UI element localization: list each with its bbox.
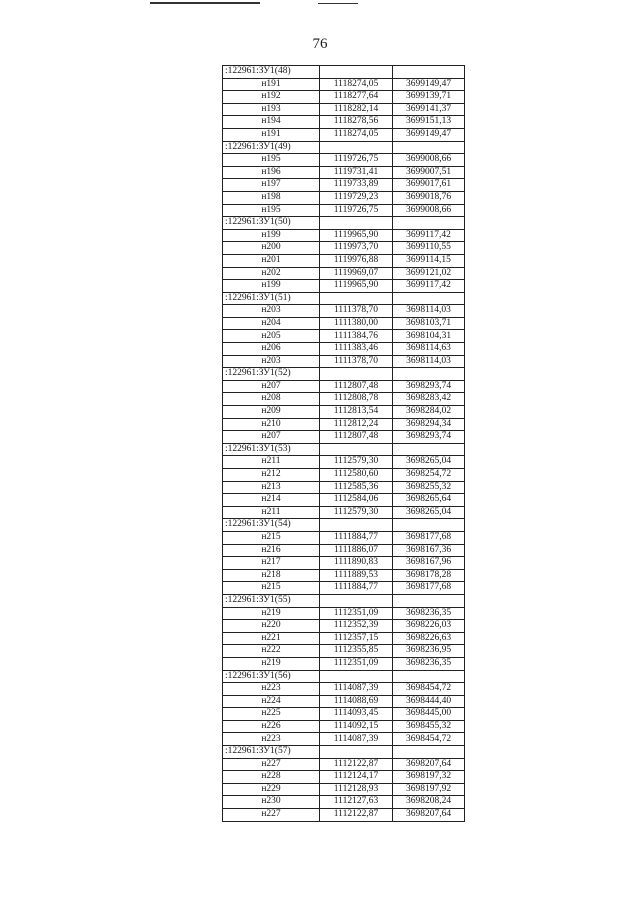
point-label: н223 — [223, 683, 320, 696]
y-coordinate: 3698114,03 — [393, 305, 465, 318]
table-row — [223, 695, 465, 708]
y-coordinate: 3698283,42 — [393, 393, 465, 406]
parcel-header-row — [223, 519, 465, 532]
table-row — [223, 380, 465, 393]
y-coordinate: 3698454,72 — [393, 733, 465, 746]
table-row — [223, 191, 465, 204]
y-coordinate: 3699114,15 — [393, 254, 465, 267]
x-coordinate: 1111884,77 — [320, 531, 393, 544]
point-label: н196 — [223, 166, 320, 179]
table-row — [223, 796, 465, 809]
x-coordinate: 1114093,45 — [320, 708, 393, 721]
y-coordinate: 3698167,96 — [393, 557, 465, 570]
x-coordinate: 1112807,48 — [320, 431, 393, 444]
point-label: н192 — [223, 91, 320, 104]
table-row — [223, 582, 465, 595]
y-coordinate: 3698455,32 — [393, 720, 465, 733]
point-label: н216 — [223, 544, 320, 557]
point-label: н195 — [223, 154, 320, 167]
empty-cell — [393, 670, 465, 683]
point-label: н191 — [223, 128, 320, 141]
empty-cell — [320, 519, 393, 532]
y-coordinate: 3699110,55 — [393, 242, 465, 255]
y-coordinate: 3698236,95 — [393, 645, 465, 658]
table-row — [223, 343, 465, 356]
y-coordinate: 3698197,32 — [393, 771, 465, 784]
x-coordinate: 1111383,46 — [320, 343, 393, 356]
point-label: н211 — [223, 506, 320, 519]
empty-cell — [393, 368, 465, 381]
point-label: н201 — [223, 254, 320, 267]
point-label: н200 — [223, 242, 320, 255]
x-coordinate: 1119729,23 — [320, 191, 393, 204]
parcel-header-row — [223, 594, 465, 607]
x-coordinate: 1111890,83 — [320, 557, 393, 570]
table-row — [223, 103, 465, 116]
x-coordinate: 1112351,09 — [320, 607, 393, 620]
table-row — [223, 406, 465, 419]
y-coordinate: 3698444,40 — [393, 695, 465, 708]
x-coordinate: 1112579,30 — [320, 506, 393, 519]
x-coordinate: 1114088,69 — [320, 695, 393, 708]
x-coordinate: 1114087,39 — [320, 683, 393, 696]
x-coordinate: 1112808,78 — [320, 393, 393, 406]
point-label: н225 — [223, 708, 320, 721]
y-coordinate: 3698293,74 — [393, 380, 465, 393]
coordinates-table — [222, 65, 465, 822]
y-coordinate: 3698104,31 — [393, 330, 465, 343]
parcel-id: :122961:ЗУ1(52) — [223, 368, 320, 381]
point-label: н210 — [223, 418, 320, 431]
empty-cell — [320, 141, 393, 154]
y-coordinate: 3698167,36 — [393, 544, 465, 557]
x-coordinate: 1119969,07 — [320, 267, 393, 280]
y-coordinate: 3699121,02 — [393, 267, 465, 280]
y-coordinate: 3698254,72 — [393, 469, 465, 482]
y-coordinate: 3699141,37 — [393, 103, 465, 116]
table-row — [223, 418, 465, 431]
empty-cell — [320, 368, 393, 381]
empty-cell — [393, 141, 465, 154]
point-label: н203 — [223, 305, 320, 318]
point-label: н218 — [223, 569, 320, 582]
point-label: н203 — [223, 355, 320, 368]
x-coordinate: 1112128,93 — [320, 783, 393, 796]
scan-mark-top-right — [318, 3, 358, 4]
point-label: н226 — [223, 720, 320, 733]
point-label: н194 — [223, 116, 320, 129]
point-label: н209 — [223, 406, 320, 419]
y-coordinate: 3698265,04 — [393, 456, 465, 469]
table-row — [223, 393, 465, 406]
point-label: н228 — [223, 771, 320, 784]
point-label: н198 — [223, 191, 320, 204]
point-label: н193 — [223, 103, 320, 116]
table-row — [223, 469, 465, 482]
y-coordinate: 3698236,35 — [393, 657, 465, 670]
x-coordinate: 1118278,56 — [320, 116, 393, 129]
table-row — [223, 809, 465, 822]
point-label: н219 — [223, 657, 320, 670]
table-row — [223, 506, 465, 519]
table-row — [223, 758, 465, 771]
table-row — [223, 456, 465, 469]
x-coordinate: 1111378,70 — [320, 305, 393, 318]
point-label: н221 — [223, 632, 320, 645]
table-row — [223, 116, 465, 129]
point-label: н199 — [223, 229, 320, 242]
point-label: н208 — [223, 393, 320, 406]
empty-cell — [320, 670, 393, 683]
empty-cell — [393, 519, 465, 532]
table-row — [223, 355, 465, 368]
empty-cell — [393, 217, 465, 230]
y-coordinate: 3699007,51 — [393, 166, 465, 179]
point-label: н220 — [223, 620, 320, 633]
table-row — [223, 267, 465, 280]
parcel-header-row — [223, 670, 465, 683]
x-coordinate: 1111886,07 — [320, 544, 393, 557]
table-row — [223, 620, 465, 633]
table-row — [223, 242, 465, 255]
parcel-id: :122961:ЗУ1(50) — [223, 217, 320, 230]
table-row — [223, 544, 465, 557]
x-coordinate: 1119733,89 — [320, 179, 393, 192]
y-coordinate: 3698103,71 — [393, 317, 465, 330]
x-coordinate: 1118282,14 — [320, 103, 393, 116]
point-label: н219 — [223, 607, 320, 620]
table-row — [223, 557, 465, 570]
point-label: н224 — [223, 695, 320, 708]
y-coordinate: 3698226,63 — [393, 632, 465, 645]
empty-cell — [320, 594, 393, 607]
y-coordinate: 3698178,28 — [393, 569, 465, 582]
table-row — [223, 569, 465, 582]
x-coordinate: 1111889,53 — [320, 569, 393, 582]
parcel-id: :122961:ЗУ1(48) — [223, 66, 320, 79]
x-coordinate: 1112585,36 — [320, 481, 393, 494]
point-label: н223 — [223, 733, 320, 746]
y-coordinate: 3698197,92 — [393, 783, 465, 796]
point-label: н202 — [223, 267, 320, 280]
y-coordinate: 3698255,32 — [393, 481, 465, 494]
table-row — [223, 78, 465, 91]
point-label: н206 — [223, 343, 320, 356]
x-coordinate: 1111380,00 — [320, 317, 393, 330]
table-row — [223, 91, 465, 104]
parcel-id: :122961:ЗУ1(56) — [223, 670, 320, 683]
point-label: н227 — [223, 809, 320, 822]
parcel-header-row — [223, 746, 465, 759]
y-coordinate: 3698177,68 — [393, 582, 465, 595]
x-coordinate: 1112357,15 — [320, 632, 393, 645]
empty-cell — [393, 594, 465, 607]
table-row — [223, 607, 465, 620]
y-coordinate: 3699018,76 — [393, 191, 465, 204]
y-coordinate: 3698454,72 — [393, 683, 465, 696]
table-row — [223, 657, 465, 670]
table-row — [223, 683, 465, 696]
point-label: н213 — [223, 481, 320, 494]
point-label: н215 — [223, 531, 320, 544]
y-coordinate: 3699117,42 — [393, 280, 465, 293]
empty-cell — [393, 292, 465, 305]
parcel-id: :122961:ЗУ1(57) — [223, 746, 320, 759]
y-coordinate: 3699008,66 — [393, 154, 465, 167]
y-coordinate: 3698294,34 — [393, 418, 465, 431]
table-row — [223, 783, 465, 796]
table-row — [223, 494, 465, 507]
empty-cell — [393, 66, 465, 79]
y-coordinate: 3698445,00 — [393, 708, 465, 721]
table-row — [223, 733, 465, 746]
empty-cell — [320, 66, 393, 79]
point-label: н199 — [223, 280, 320, 293]
x-coordinate: 1112122,87 — [320, 758, 393, 771]
table-row — [223, 254, 465, 267]
point-label: н222 — [223, 645, 320, 658]
x-coordinate: 1119976,88 — [320, 254, 393, 267]
parcel-header-row — [223, 66, 465, 79]
x-coordinate: 1112579,30 — [320, 456, 393, 469]
y-coordinate: 3698114,03 — [393, 355, 465, 368]
x-coordinate: 1114092,15 — [320, 720, 393, 733]
table-row — [223, 166, 465, 179]
point-label: н191 — [223, 78, 320, 91]
parcel-id: :122961:ЗУ1(51) — [223, 292, 320, 305]
x-coordinate: 1112351,09 — [320, 657, 393, 670]
y-coordinate: 3699149,47 — [393, 78, 465, 91]
x-coordinate: 1112355,85 — [320, 645, 393, 658]
x-coordinate: 1119973,70 — [320, 242, 393, 255]
parcel-id: :122961:ЗУ1(55) — [223, 594, 320, 607]
x-coordinate: 1119965,90 — [320, 229, 393, 242]
table-row — [223, 330, 465, 343]
y-coordinate: 3699017,61 — [393, 179, 465, 192]
x-coordinate: 1112352,39 — [320, 620, 393, 633]
point-label: н215 — [223, 582, 320, 595]
x-coordinate: 1111384,76 — [320, 330, 393, 343]
table-row — [223, 280, 465, 293]
x-coordinate: 1119726,75 — [320, 204, 393, 217]
table-row — [223, 204, 465, 217]
empty-cell — [320, 746, 393, 759]
table-row — [223, 720, 465, 733]
x-coordinate: 1112124,17 — [320, 771, 393, 784]
y-coordinate: 3698265,04 — [393, 506, 465, 519]
table-row — [223, 771, 465, 784]
parcel-id: :122961:ЗУ1(49) — [223, 141, 320, 154]
point-label: н214 — [223, 494, 320, 507]
table-row — [223, 431, 465, 444]
table-row — [223, 317, 465, 330]
point-label: н230 — [223, 796, 320, 809]
parcel-header-row — [223, 217, 465, 230]
point-label: н207 — [223, 431, 320, 444]
x-coordinate: 1118277,64 — [320, 91, 393, 104]
point-label: н195 — [223, 204, 320, 217]
y-coordinate: 3699151,13 — [393, 116, 465, 129]
x-coordinate: 1119726,75 — [320, 154, 393, 167]
y-coordinate: 3698236,35 — [393, 607, 465, 620]
x-coordinate: 1112813,54 — [320, 406, 393, 419]
point-label: н212 — [223, 469, 320, 482]
empty-cell — [393, 443, 465, 456]
parcel-id: :122961:ЗУ1(53) — [223, 443, 320, 456]
table-row — [223, 481, 465, 494]
y-coordinate: 3698293,74 — [393, 431, 465, 444]
y-coordinate: 3699117,42 — [393, 229, 465, 242]
table-row — [223, 632, 465, 645]
y-coordinate: 3699139,71 — [393, 91, 465, 104]
table-row — [223, 645, 465, 658]
y-coordinate: 3698207,64 — [393, 809, 465, 822]
table-row — [223, 531, 465, 544]
empty-cell — [393, 746, 465, 759]
x-coordinate: 1119965,90 — [320, 280, 393, 293]
point-label: н205 — [223, 330, 320, 343]
y-coordinate: 3698265,64 — [393, 494, 465, 507]
point-label: н217 — [223, 557, 320, 570]
table-row — [223, 229, 465, 242]
x-coordinate: 1112580,60 — [320, 469, 393, 482]
y-coordinate: 3698284,02 — [393, 406, 465, 419]
scan-mark-top — [150, 2, 260, 4]
x-coordinate: 1114087,39 — [320, 733, 393, 746]
x-coordinate: 1112584,06 — [320, 494, 393, 507]
parcel-header-row — [223, 292, 465, 305]
point-label: н211 — [223, 456, 320, 469]
x-coordinate: 1112812,24 — [320, 418, 393, 431]
table-row — [223, 708, 465, 721]
table-row — [223, 128, 465, 141]
x-coordinate: 1118274,05 — [320, 78, 393, 91]
x-coordinate: 1119731,41 — [320, 166, 393, 179]
empty-cell — [320, 292, 393, 305]
y-coordinate: 3699008,66 — [393, 204, 465, 217]
parcel-header-row — [223, 443, 465, 456]
point-label: н229 — [223, 783, 320, 796]
table-row — [223, 154, 465, 167]
y-coordinate: 3698177,68 — [393, 531, 465, 544]
x-coordinate: 1111378,70 — [320, 355, 393, 368]
point-label: н197 — [223, 179, 320, 192]
x-coordinate: 1112122,87 — [320, 809, 393, 822]
y-coordinate: 3698226,03 — [393, 620, 465, 633]
point-label: н207 — [223, 380, 320, 393]
x-coordinate: 1111884,77 — [320, 582, 393, 595]
x-coordinate: 1112127,63 — [320, 796, 393, 809]
x-coordinate: 1118274,05 — [320, 128, 393, 141]
y-coordinate: 3698207,64 — [393, 758, 465, 771]
x-coordinate: 1112807,48 — [320, 380, 393, 393]
parcel-header-row — [223, 368, 465, 381]
y-coordinate: 3699149,47 — [393, 128, 465, 141]
point-label: н227 — [223, 758, 320, 771]
empty-cell — [320, 443, 393, 456]
empty-cell — [320, 217, 393, 230]
parcel-header-row — [223, 141, 465, 154]
page-number: 76 — [312, 36, 328, 52]
y-coordinate: 3698208,24 — [393, 796, 465, 809]
y-coordinate: 3698114,63 — [393, 343, 465, 356]
table-row — [223, 179, 465, 192]
parcel-id: :122961:ЗУ1(54) — [223, 519, 320, 532]
table-row — [223, 305, 465, 318]
point-label: н204 — [223, 317, 320, 330]
